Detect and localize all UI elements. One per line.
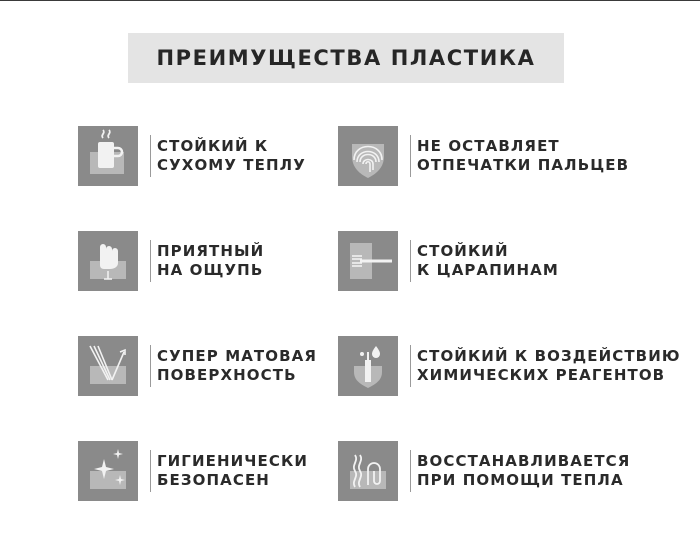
feature-label: СТОЙКИЙ К ВОЗДЕЙСТВИЮ ХИМИЧЕСКИХ РЕАГЕНТОВ: [417, 347, 681, 384]
feature-super-matte: [78, 335, 317, 397]
feature-heat-restorable: [338, 440, 630, 502]
feature-no-fingerprints: [338, 125, 629, 187]
feature-label: СТОЙКИЙ К СУХОМУ ТЕПЛУ: [157, 137, 306, 174]
divider: [410, 450, 411, 492]
hygiene-sparkle-icon: [78, 441, 138, 501]
divider: [410, 345, 411, 387]
divider: [150, 450, 151, 492]
feature-label: ПРИЯТНЫЙ НА ОЩУПЬ: [157, 242, 265, 279]
hot-cup-icon: [78, 126, 138, 186]
feature-dry-heat: [78, 125, 306, 187]
divider: [410, 135, 411, 177]
matte-surface-icon: [78, 336, 138, 396]
feature-label: СТОЙКИЙ К ЦАРАПИНАМ: [417, 242, 559, 279]
title-banner: [128, 33, 564, 83]
divider: [410, 240, 411, 282]
heat-restore-icon: [338, 441, 398, 501]
top-rule: [0, 0, 700, 1]
fork-scratch-icon: [338, 231, 398, 291]
feature-label: ГИГИЕНИЧЕСКИ БЕЗОПАСЕН: [157, 452, 308, 489]
hand-touch-icon: [78, 231, 138, 291]
divider: [150, 345, 151, 387]
feature-scratch-resistant: [338, 230, 559, 292]
fingerprint-icon: [338, 126, 398, 186]
feature-hygienic: [78, 440, 308, 502]
feature-label: НЕ ОСТАВЛЯЕТ ОТПЕЧАТКИ ПАЛЬЦЕВ: [417, 137, 630, 174]
page-title: ПРЕИМУЩЕСТВА ПЛАСТИКА: [156, 46, 536, 70]
feature-label: ВОССТАНАВЛИВАЕТСЯ ПРИ ПОМОЩИ ТЕПЛА: [417, 452, 631, 489]
feature-chemical-resistant: [338, 335, 681, 397]
divider: [150, 135, 151, 177]
chemical-drop-icon: [338, 336, 398, 396]
feature-label: СУПЕР МАТОВАЯ ПОВЕРХНОСТЬ: [157, 347, 318, 384]
divider: [150, 240, 151, 282]
feature-pleasant-touch: [78, 230, 264, 292]
